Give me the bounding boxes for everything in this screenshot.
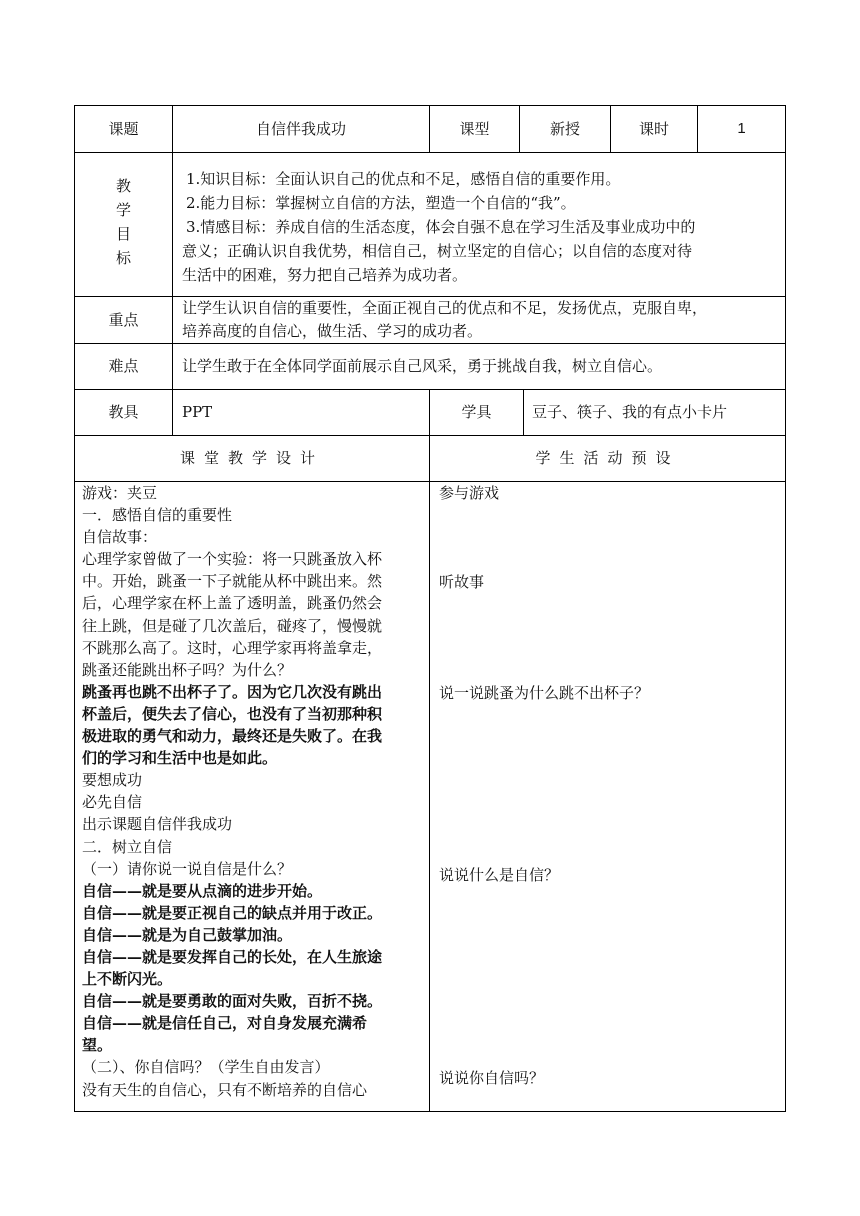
key-points-line: 培养高度的自信心，做生活、学习的成功者。 bbox=[182, 322, 483, 340]
design-line: 不跳那么高了。这时，心理学家再将盖拿走， bbox=[82, 638, 383, 657]
objectives-label bbox=[75, 174, 172, 270]
design-line-bold: 望。 bbox=[82, 1036, 113, 1055]
objectives-label-char: 教 bbox=[115, 177, 131, 195]
student-tools-label: 学具 bbox=[461, 403, 492, 421]
activity-what-is-confidence: 说说什么是自信？ bbox=[439, 866, 560, 884]
design-line-bold: 自信——就是要正视自己的缺点并用于改正。 bbox=[82, 903, 383, 922]
design-line-bold: 上不断闪光。 bbox=[82, 970, 173, 989]
tools-divider bbox=[523, 389, 524, 436]
classroom-design-header: 课堂教学设计 bbox=[179, 449, 324, 467]
design-line: 后，心理学家在杯上盖了透明盖，跳蚤仍然会 bbox=[82, 594, 383, 613]
design-line: 一．感悟自信的重要性 bbox=[82, 506, 233, 525]
objective-ability: 2.能力目标：掌握树立自信的方法，塑造一个自信的“我”。 bbox=[186, 194, 576, 212]
design-line-bold: 自信——就是要从点滴的进步开始。 bbox=[82, 881, 323, 900]
design-line: 二．树立自信 bbox=[82, 837, 173, 856]
table-bottom-border bbox=[74, 1111, 786, 1112]
design-line: 必先自信 bbox=[82, 793, 143, 812]
objective-emotion: 3.情感目标：养成自信的生活态度，体会自强不息在学习生活及事业成功中的 bbox=[186, 218, 696, 236]
table-right-border bbox=[785, 105, 786, 1112]
difficulties-label: 难点 bbox=[108, 357, 139, 375]
hours-value: 1 bbox=[737, 120, 746, 137]
design-line: 往上跳，但是碰了几次盖后，碰疼了，慢慢就 bbox=[82, 616, 383, 635]
design-line-bold: 自信——就是要勇敢的面对失败，百折不挠。 bbox=[82, 992, 383, 1011]
activity-discuss-flea: 说一说跳蚤为什么跳不出杯子？ bbox=[439, 684, 650, 702]
objective-emotion-cont: 意义；正确认识自我优势，相信自己，树立坚定的自信心；以自信的态度对待 bbox=[182, 242, 693, 260]
design-line: 要想成功 bbox=[82, 771, 143, 790]
objectives-text bbox=[182, 167, 695, 287]
table-top-border bbox=[74, 105, 786, 106]
design-line-bold: 自信——就是要发挥自己的长处，在人生旅途 bbox=[82, 947, 383, 966]
type-value: 新授 bbox=[549, 120, 580, 138]
design-line-bold: 自信——就是信任自己，对自身发展充满希 bbox=[82, 1014, 368, 1033]
design-line-bold: 跳蚤再也跳不出杯子了。因为它几次没有跳出 bbox=[82, 682, 383, 701]
activity-join-game: 参与游戏 bbox=[439, 484, 500, 502]
difficulties-text: 让学生敢于在全体同学面前展示自己风采，勇于挑战自我，树立自信心。 bbox=[182, 357, 663, 375]
design-line: （二）、你自信吗？（学生自由发言） bbox=[82, 1058, 330, 1077]
activity-listen-story: 听故事 bbox=[439, 573, 485, 591]
design-line: 中。开始，跳蚤一下子就能从杯中跳出来。然 bbox=[82, 572, 383, 591]
objectives-label-char: 标 bbox=[115, 249, 131, 267]
middle-divider bbox=[429, 389, 430, 1112]
type-label: 课型 bbox=[459, 120, 490, 138]
design-line: 游戏：夹豆 bbox=[82, 484, 158, 502]
row-divider-5 bbox=[74, 435, 786, 436]
design-line: 出示课题自信伴我成功 bbox=[82, 815, 233, 834]
row-divider-3 bbox=[74, 343, 786, 344]
label-column-divider bbox=[172, 105, 173, 436]
objectives-label-char: 学 bbox=[115, 201, 131, 219]
objective-knowledge: 1.知识目标：全面认识自己的优点和不足，感悟自信的重要作用。 bbox=[186, 170, 621, 188]
design-line: 没有天生的自信心，只有不断培养的自信心 bbox=[82, 1080, 368, 1099]
topic-label: 课题 bbox=[108, 120, 139, 138]
student-tools-value: 豆子、筷子、我的有点小卡片 bbox=[532, 403, 728, 421]
row-divider-1 bbox=[74, 152, 786, 153]
activity-are-you-confident: 说说你自信吗？ bbox=[439, 1069, 545, 1087]
design-line-bold: 们的学习和生活中也是如此。 bbox=[82, 749, 278, 768]
teacher-tools-value: PPT bbox=[182, 403, 213, 421]
design-line: 跳蚤还能跳出杯子吗？为什么？ bbox=[82, 660, 293, 679]
design-line: 自信故事： bbox=[82, 528, 158, 547]
design-line: 心理学家曾做了一个实验：将一只跳蚤放入杯 bbox=[82, 550, 383, 569]
key-points-text bbox=[182, 297, 707, 343]
objective-emotion-cont: 生活中的困难，努力把自己培养为成功者。 bbox=[182, 266, 468, 284]
key-points-line: 让学生认识自信的重要性，全面正视自己的优点和不足，发扬优点，克服自卑， bbox=[182, 299, 708, 317]
design-line-bold: 极进取的勇气和动力，最终还是失败了。在我 bbox=[82, 727, 383, 746]
hours-label: 课时 bbox=[638, 120, 669, 138]
teacher-tools-label: 教具 bbox=[108, 403, 139, 421]
design-line-bold: 杯盖后，便失去了信心，也没有了当初那种积 bbox=[82, 704, 383, 723]
classroom-design-content bbox=[82, 482, 382, 1101]
objectives-label-char: 目 bbox=[115, 225, 131, 243]
student-activity-header: 学生活动预设 bbox=[535, 449, 680, 467]
design-line-bold: 自信——就是为自己鼓掌加油。 bbox=[82, 925, 293, 944]
key-points-label: 重点 bbox=[108, 311, 139, 329]
topic-value: 自信伴我成功 bbox=[255, 120, 346, 138]
design-line: （一）请你说一说自信是什么？ bbox=[82, 859, 293, 878]
row-divider-4 bbox=[74, 389, 786, 390]
